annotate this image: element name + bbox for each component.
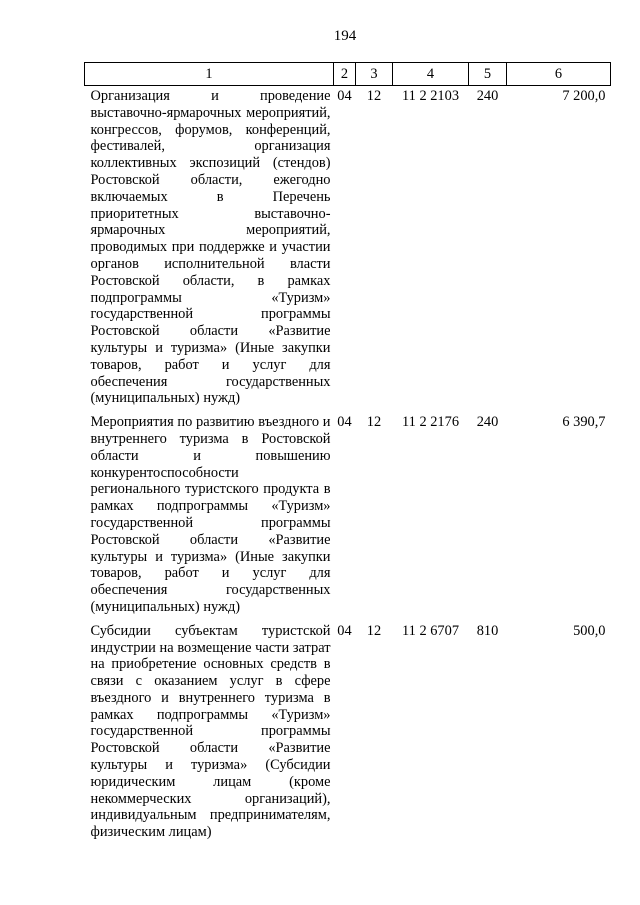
row-target-article-code: 11 2 2103 [401,88,460,104]
row-subsection-code: 12 [366,622,382,639]
row-description: Мероприятия по развитию въездного и внутреннего туризма в Ростовской области и повышению конкурентоспособности регионального туристского продукта в рамках подпрограммы «Туризм» государственной программы Ростовской области «Развитие культуры и туризма» (Иные закупки товаров, работ и услуг для обеспечения государственных (муниципальных) нужд) [90,414,331,615]
header-col-4: 4 [393,63,469,86]
page-number: 194 [333,28,357,44]
header-col-1: 1 [85,63,334,86]
table-header [85,63,611,86]
header-row [85,63,611,86]
table-body [85,86,611,847]
row-section-code: 04 [337,622,352,639]
header-col-6: 6 [507,63,611,86]
row-description: Организация и проведение выставочно-ярмарочных мероприятий, конгрессов, форумов, конференций, фестивалей, организация коллективных экспозиций (стендов) Ростовской области, ежегодно включаемых в Перечень приоритетных выставочно-ярмарочных мероприятий, проводимых при поддержке и участии органов исполнительной власти Ростовской области, в рамках подпрограммы «Туризм» государственной программы Ростовской области «Развитие культуры и туризма» (Иные закупки товаров, работ и услуг для обеспечения государственных (муниципальных) нужд) [90,88,331,407]
table-row [85,621,611,846]
table-row [85,86,611,413]
header-col-3: 3 [356,63,393,86]
row-expense-type-code: 240 [476,414,499,431]
budget-table [84,62,611,846]
row-amount: 7 200,0 [562,88,606,104]
row-expense-type-code: 240 [476,88,499,104]
row-amount: 500,0 [573,622,606,639]
row-target-article-code: 11 2 6707 [401,622,460,639]
row-description: Субсидии субъектам туристской индустрии на возмещение части затрат на приобретение основных средств в связи с оказанием услуг в сфере въездного и внутреннего туризма в рамках подпрограммы «Туризм» государственной программы Ростовской области «Развитие культуры и туризма» (Субсидии юридическим лицам (кроме некоммерческих организаций), индивидуальным предпринимателям, физическим лицам) [90,622,331,841]
row-amount: 6 390,7 [562,414,606,431]
row-section-code: 04 [337,414,352,431]
row-section-code: 04 [337,88,352,104]
row-subsection-code: 12 [366,414,382,431]
row-subsection-code: 12 [366,88,382,104]
table-row [85,412,611,621]
header-col-5: 5 [469,63,507,86]
header-col-2: 2 [334,63,356,86]
row-target-article-code: 11 2 2176 [401,414,460,431]
row-expense-type-code: 810 [476,622,499,639]
